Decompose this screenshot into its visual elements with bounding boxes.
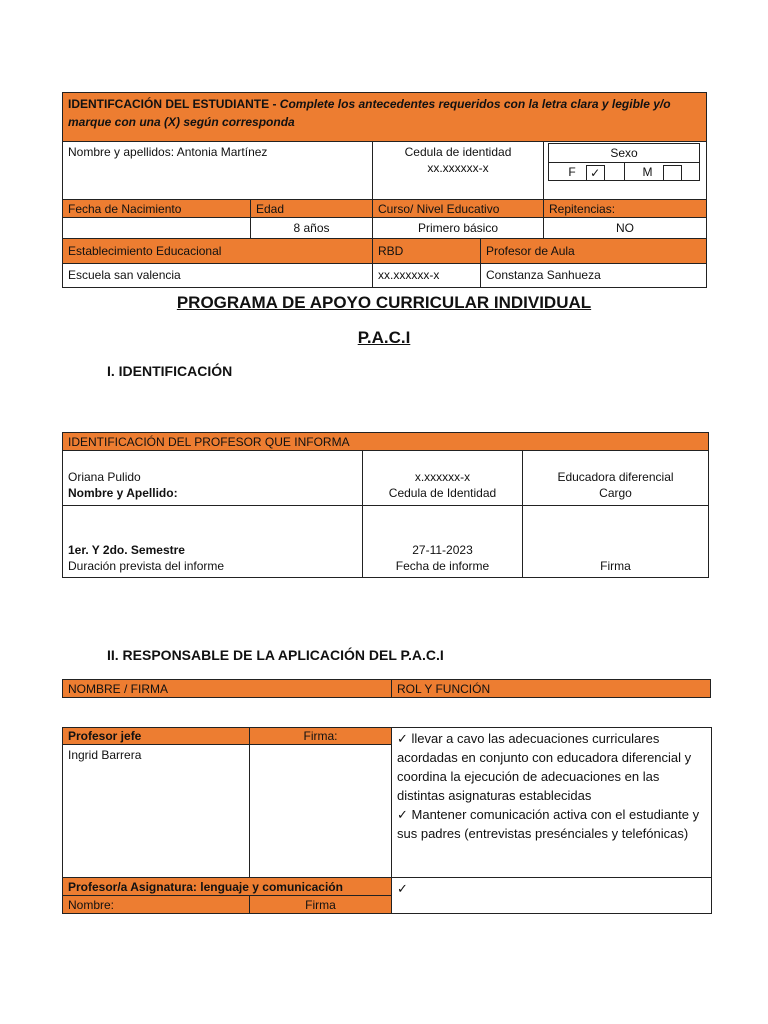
subject-signature-label-cell xyxy=(249,895,392,914)
subject-teacher-label: Profesor/a Asignatura: lenguaje y comunicación xyxy=(68,880,343,894)
date-value: 27-11-2023 xyxy=(412,543,473,557)
age-label: Edad xyxy=(256,202,285,216)
student-id-label: Cedula de identidad xyxy=(404,145,512,159)
date-label: Fecha de informe xyxy=(395,559,490,573)
head-teacher-name: Ingrid Barrera xyxy=(68,748,142,762)
sex-m-label: M xyxy=(642,165,653,179)
teacher-label: Profesor de Aula xyxy=(486,244,575,258)
rbd-label: RBD xyxy=(378,244,404,258)
rbd-label-cell xyxy=(372,238,481,264)
sex-option-m[interactable] xyxy=(625,163,699,181)
teacher-info-header-text: IDENTIFICACIÓN DEL PROFESOR QUE INFORMA xyxy=(68,435,350,449)
sex-f-label: F xyxy=(568,165,576,179)
section-2-heading: II. RESPONSABLE DE LA APLICACIÓN DEL P.A.C.I xyxy=(107,647,444,663)
col-name-header xyxy=(62,679,392,698)
program-title: PROGRAMA DE APOYO CURRICULAR INDIVIDUAL xyxy=(176,293,592,312)
rbd-value-cell xyxy=(372,263,481,288)
student-header-instructions: Complete los antecedentes requeridos con la letra clara y legible y/o marque con una (X) según corresponda xyxy=(68,97,671,129)
repeat-label-cell xyxy=(543,199,707,218)
course-value-cell xyxy=(372,217,544,239)
signature-cell[interactable] xyxy=(522,505,709,578)
school-label-cell xyxy=(62,238,373,264)
birth-label-cell xyxy=(62,199,251,218)
sex-box xyxy=(548,143,700,181)
sex-label: Sexo xyxy=(610,146,638,160)
head-teacher-signature-label: Firma: xyxy=(303,729,338,743)
head-teacher-label: Profesor jefe xyxy=(68,729,142,743)
col-role-label: ROL Y FUNCIÓN xyxy=(397,682,491,696)
role-item-1: ✓ llevar a cavo las adecuaciones curriculares acordadas en conjunto con educadora diferencial y coordina la ejecución de adecuaciones en las distintas asignaturas establecidas xyxy=(397,731,692,803)
teacher-name-label: Nombre y Apellido: xyxy=(68,486,178,500)
course-value: Primero básico xyxy=(417,221,499,235)
birth-label: Fecha de Nacimiento xyxy=(68,202,182,216)
subject-role: ✓ xyxy=(397,881,408,896)
subject-teacher-label-cell xyxy=(62,877,392,896)
teacher-role-label: Cargo xyxy=(599,486,632,500)
repeat-label: Repitencias: xyxy=(549,202,616,216)
school-value-cell xyxy=(62,263,373,288)
head-teacher-role-cell xyxy=(391,727,712,878)
student-header-title: IDENTIFCACIÓN DEL ESTUDIANTE - xyxy=(68,97,277,111)
birth-value-cell xyxy=(62,217,251,239)
teacher-info-header xyxy=(62,432,709,451)
teacher-role-cell xyxy=(522,450,709,506)
subject-role-cell xyxy=(391,877,712,914)
student-name: Nombre y apellidos: Antonia Martínez xyxy=(68,145,268,159)
school-value: Escuela san valencia xyxy=(68,268,181,282)
teacher-name: Oriana Pulido xyxy=(68,470,141,484)
head-teacher-signature-cell[interactable] xyxy=(249,744,392,878)
student-name-cell xyxy=(62,141,373,200)
col-name-label: NOMBRE / FIRMA xyxy=(68,682,169,696)
head-teacher-signature-label-cell xyxy=(249,727,392,745)
teacher-value: Constanza Sanhueza xyxy=(486,268,601,282)
program-acronym: P.A.C.I xyxy=(357,328,411,347)
teacher-id: x.xxxxxx-x xyxy=(414,470,471,484)
subject-signature-label: Firma xyxy=(305,898,336,912)
student-id-cell xyxy=(372,141,544,200)
sex-m-checkbox[interactable] xyxy=(663,165,682,181)
teacher-name-cell xyxy=(62,450,363,506)
teacher-id-cell xyxy=(362,450,523,506)
sex-option-f[interactable] xyxy=(549,163,625,181)
teacher-label-cell xyxy=(480,238,707,264)
age-label-cell xyxy=(250,199,373,218)
sex-row xyxy=(549,162,699,181)
teacher-role: Educadora diferencial xyxy=(557,470,674,484)
subject-name-label-cell xyxy=(62,895,250,914)
col-role-header xyxy=(391,679,711,698)
role-item-2: ✓ Mantener comunicación activa con el estudiante y sus padres (entrevistas presénciales y telefónicas) xyxy=(397,807,700,841)
date-cell xyxy=(362,505,523,578)
duration-cell xyxy=(62,505,363,578)
teacher-id-label: Cedula de Identidad xyxy=(388,486,497,500)
student-header xyxy=(62,92,707,142)
section-1-heading: I. IDENTIFICACIÓN xyxy=(107,363,233,379)
repeat-value: NO xyxy=(616,221,634,235)
duration-label: Duración prevista del informe xyxy=(68,559,225,573)
subject-name-label: Nombre: xyxy=(68,898,115,912)
repeat-value-cell xyxy=(543,217,707,239)
teacher-value-cell xyxy=(480,263,707,288)
rbd-value: xx.xxxxxx-x xyxy=(378,268,440,282)
head-teacher-name-cell xyxy=(62,744,250,878)
sex-f-checkbox[interactable]: ✓ xyxy=(586,165,605,181)
head-teacher-label-cell xyxy=(62,727,250,745)
course-label-cell xyxy=(372,199,544,218)
age-value-cell xyxy=(250,217,373,239)
duration-value: 1er. Y 2do. Semestre xyxy=(68,543,185,557)
course-label: Curso/ Nivel Educativo xyxy=(378,202,500,216)
age-value: 8 años xyxy=(293,221,330,235)
student-id-value: xx.xxxxxx-x xyxy=(427,161,489,175)
signature-label: Firma xyxy=(600,559,631,573)
school-label: Establecimiento Educacional xyxy=(68,244,222,258)
